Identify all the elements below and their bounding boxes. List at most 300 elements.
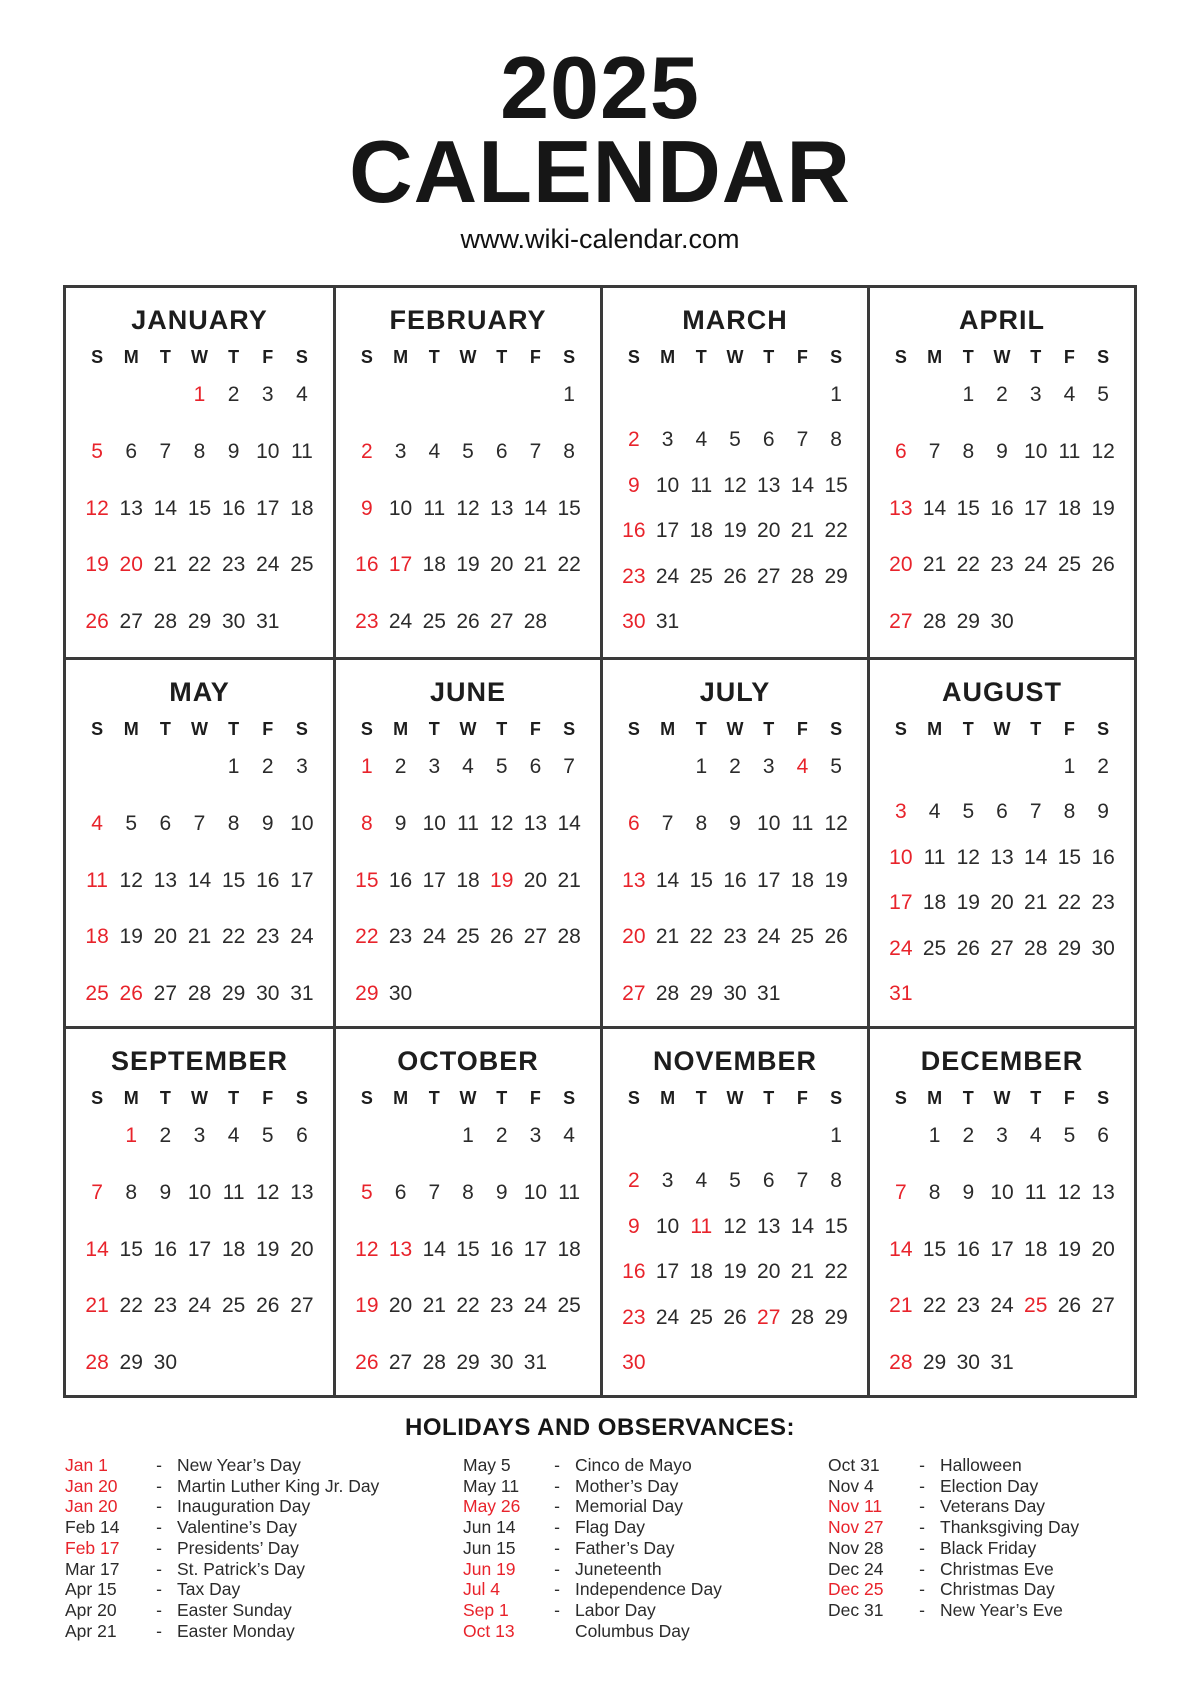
day-cell: 29 (824, 564, 848, 588)
day-cell: 1 (227, 755, 240, 778)
day-cell: 29 (456, 1351, 480, 1374)
day-cell: 25 (422, 610, 446, 633)
calendar-grid (63, 285, 1137, 1398)
day-cell: 19 (1057, 1237, 1082, 1261)
holiday-row (828, 1600, 1200, 1621)
holiday-dash: - (156, 1620, 162, 1641)
day-cell: 11 (1024, 1180, 1047, 1204)
day-cell: 13 (523, 811, 548, 835)
day-cell: 16 (256, 868, 280, 892)
day-cell (350, 380, 384, 410)
weekday-row (80, 344, 319, 370)
day-cell: 21 (523, 553, 548, 577)
day-cell: 28 (790, 1305, 815, 1329)
holiday-row (65, 1455, 463, 1476)
weeks (350, 380, 586, 637)
day-cell: 6 (394, 1180, 407, 1204)
weekday-label: S (563, 719, 576, 739)
day-cell: 12 (723, 473, 747, 497)
day-cell: 10 (990, 1180, 1014, 1204)
holiday-row (828, 1538, 1200, 1559)
weekday-label: S (894, 719, 907, 739)
day-cell: 31 (655, 609, 680, 633)
day-cell: 18 (85, 925, 109, 949)
day-cell (1019, 979, 1053, 1009)
day-cell: 15 (187, 496, 212, 520)
week-row (80, 979, 319, 1009)
week-row (617, 471, 853, 501)
day-cell: 1 (928, 1124, 941, 1147)
day-cell: 15 (824, 1214, 848, 1238)
weeks (617, 380, 853, 637)
holiday-column-1 (65, 1455, 463, 1641)
day-cell: 18 (1024, 1237, 1048, 1261)
holiday-name: Black Friday (940, 1537, 1037, 1558)
weekday-label: T (228, 1088, 240, 1108)
day-cell: 26 (119, 982, 143, 1005)
week-row (617, 1121, 853, 1151)
day-cell (651, 1348, 685, 1378)
day-cell: 2 (394, 755, 407, 778)
holiday-dash: - (156, 1579, 162, 1600)
day-cell: 6 (529, 755, 542, 778)
day-cell: 13 (757, 473, 781, 497)
weekday-label: S (1097, 347, 1110, 367)
week-row (80, 1178, 319, 1208)
holiday-name: Election Day (940, 1475, 1039, 1496)
day-cell: 5 (1097, 383, 1109, 406)
day-cell: 20 (119, 553, 143, 577)
day-cell (819, 1348, 853, 1378)
holiday-dash: - (919, 1558, 925, 1579)
day-cell: 21 (922, 553, 947, 577)
day-cell (451, 380, 485, 410)
day-cell: 28 (523, 610, 548, 633)
holiday-row (65, 1496, 463, 1517)
day-cell: 17 (1024, 496, 1048, 520)
month-february (333, 288, 600, 657)
weekday-label: M (393, 1088, 409, 1108)
day-cell: 29 (1057, 936, 1082, 960)
day-cell (552, 979, 586, 1009)
holiday-date: Dec 25 (828, 1579, 884, 1600)
day-cell: 3 (296, 755, 308, 778)
day-cell: 3 (261, 383, 274, 406)
day-cell: 15 (824, 473, 848, 497)
holidays-section (0, 1414, 1200, 1641)
day-cell: 23 (956, 1294, 980, 1318)
day-cell: 15 (922, 1237, 947, 1261)
day-cell: 17 (990, 1237, 1014, 1261)
day-cell: 17 (889, 891, 913, 915)
week-row (617, 1257, 853, 1287)
holiday-row (65, 1600, 463, 1621)
day-cell (182, 1348, 216, 1378)
day-cell (884, 752, 918, 782)
day-cell: 11 (791, 811, 814, 835)
weekday-label: T (695, 719, 707, 739)
week-row (884, 494, 1120, 524)
holiday-row (65, 1538, 463, 1559)
day-cell: 12 (256, 1180, 280, 1204)
day-cell: 2 (227, 383, 240, 406)
day-cell: 14 (1024, 845, 1048, 869)
weekday-label: M (660, 1088, 676, 1108)
weekday-label: T (1030, 719, 1042, 739)
day-cell: 8 (361, 811, 373, 835)
day-cell: 30 (153, 1351, 178, 1374)
day-cell: 9 (628, 1214, 640, 1238)
day-cell: 11 (291, 439, 313, 463)
weekday-row (80, 1085, 319, 1111)
day-cell (417, 1121, 451, 1151)
weekday-label: T (962, 719, 974, 739)
holiday-date: Mar 17 (65, 1558, 120, 1579)
day-cell: 25 (557, 1294, 581, 1318)
weeks (350, 1121, 586, 1378)
day-cell: 11 (923, 845, 946, 869)
holiday-row (828, 1455, 1200, 1476)
week-row (617, 1348, 853, 1378)
weekday-row (884, 1085, 1120, 1111)
holiday-name: Easter Sunday (177, 1599, 292, 1620)
day-cell: 6 (125, 439, 138, 463)
weekday-label: S (1097, 1088, 1110, 1108)
weekday-label: T (428, 347, 440, 367)
day-cell: 7 (1029, 800, 1042, 824)
day-cell: 17 (187, 1237, 212, 1261)
weekday-row (80, 716, 319, 742)
day-cell: 9 (394, 811, 407, 835)
week-row (350, 380, 586, 410)
week-row (350, 494, 586, 524)
day-cell: 2 (996, 383, 1008, 406)
day-cell (752, 1348, 786, 1378)
day-cell: 11 (86, 868, 108, 892)
weekday-label: S (91, 347, 104, 367)
week-row (617, 922, 853, 952)
day-cell: 27 (990, 936, 1014, 960)
holiday-date: Oct 13 (463, 1620, 515, 1641)
day-cell: 3 (428, 755, 441, 778)
day-cell: 5 (729, 428, 741, 452)
day-cell (684, 1121, 718, 1151)
holiday-dash: - (156, 1558, 162, 1579)
day-cell (819, 979, 853, 1009)
weekday-label: W (726, 719, 744, 739)
week-row (617, 562, 853, 592)
day-cell: 20 (388, 1294, 413, 1318)
day-cell: 28 (1024, 936, 1048, 960)
weekday-label: S (830, 347, 843, 367)
month-june (333, 657, 600, 1026)
weekday-label: W (726, 347, 744, 367)
holiday-date: Jan 20 (65, 1475, 118, 1496)
week-row (884, 843, 1120, 873)
holiday-name: Presidents’ Day (177, 1537, 299, 1558)
day-cell: 19 (824, 868, 848, 892)
day-cell: 21 (422, 1294, 446, 1318)
day-cell: 19 (119, 925, 143, 949)
day-cell: 5 (125, 811, 138, 835)
weekday-label: F (529, 347, 541, 367)
weekday-label: S (563, 347, 576, 367)
day-cell: 1 (830, 383, 842, 406)
day-cell: 26 (1057, 1294, 1082, 1318)
day-cell: 19 (723, 519, 747, 543)
day-cell: 26 (85, 610, 109, 633)
holiday-column-2 (463, 1455, 828, 1641)
holiday-dash: - (919, 1517, 925, 1538)
day-cell: 16 (1091, 845, 1115, 869)
week-row (617, 866, 853, 896)
day-cell: 11 (690, 1214, 713, 1238)
day-cell: 12 (956, 845, 980, 869)
weekday-label: M (123, 719, 139, 739)
day-cell: 23 (622, 564, 646, 588)
day-cell (884, 1121, 918, 1151)
holiday-dash: - (554, 1455, 560, 1475)
holiday-row (463, 1517, 828, 1538)
weekday-label: T (496, 1088, 508, 1108)
day-cell: 27 (757, 564, 781, 588)
day-cell: 23 (1091, 891, 1115, 915)
day-cell: 20 (757, 1260, 781, 1284)
day-cell: 27 (523, 925, 548, 949)
day-cell: 24 (990, 1294, 1014, 1318)
day-cell: 31 (523, 1351, 548, 1374)
day-cell: 12 (119, 868, 143, 892)
day-cell: 14 (422, 1237, 446, 1261)
weekday-label: S (894, 347, 907, 367)
day-cell: 27 (490, 610, 514, 633)
weekday-label: S (830, 719, 843, 739)
weekday-label: M (123, 347, 139, 367)
holiday-date: Jun 15 (463, 1537, 516, 1558)
day-cell: 14 (790, 1214, 815, 1238)
week-row (350, 979, 586, 1009)
holiday-row (463, 1538, 828, 1559)
day-cell: 17 (422, 868, 446, 892)
day-cell: 13 (990, 845, 1014, 869)
day-cell: 8 (830, 1169, 842, 1193)
day-cell: 25 (456, 925, 480, 949)
day-cell: 18 (422, 553, 446, 577)
weekday-label: S (627, 719, 640, 739)
day-cell: 22 (824, 1260, 848, 1284)
day-cell: 2 (628, 428, 640, 452)
day-cell (417, 380, 451, 410)
day-cell: 16 (622, 519, 646, 543)
holiday-dash: - (156, 1599, 162, 1620)
day-cell: 25 (922, 936, 947, 960)
month-title: DECEMBER (920, 1046, 1084, 1076)
day-cell: 19 (956, 891, 980, 915)
day-cell: 18 (221, 1237, 246, 1261)
day-cell: 8 (962, 439, 975, 463)
day-cell (80, 752, 114, 782)
day-cell (114, 752, 148, 782)
day-cell: 5 (91, 439, 103, 463)
day-cell: 11 (457, 811, 479, 835)
day-cell: 27 (119, 610, 143, 633)
week-row (350, 809, 586, 839)
day-cell: 7 (563, 755, 575, 778)
week-row (350, 1291, 586, 1321)
day-cell: 5 (361, 1180, 373, 1204)
day-cell: 2 (1097, 755, 1109, 778)
holiday-date: Jul 4 (463, 1579, 500, 1600)
month-title: OCTOBER (397, 1046, 539, 1076)
day-cell: 10 (889, 845, 913, 869)
week-row (617, 809, 853, 839)
day-cell: 17 (290, 868, 314, 892)
day-cell: 3 (1029, 383, 1042, 406)
day-cell (951, 979, 985, 1009)
weekday-label: W (459, 719, 477, 739)
day-cell: 26 (256, 1294, 280, 1318)
day-cell: 26 (355, 1351, 379, 1374)
month-title: MAY (169, 677, 230, 707)
week-row (80, 607, 319, 637)
day-cell: 14 (153, 496, 178, 520)
day-cell: 22 (689, 925, 713, 949)
day-cell: 24 (655, 1305, 680, 1329)
day-cell: 29 (922, 1351, 947, 1374)
day-cell: 5 (1063, 1124, 1076, 1147)
holiday-date: Feb 17 (65, 1537, 120, 1558)
weekday-label: F (529, 719, 541, 739)
weekday-label: T (228, 719, 240, 739)
day-cell: 3 (193, 1124, 206, 1147)
day-cell: 8 (462, 1180, 474, 1204)
holiday-row (463, 1559, 828, 1580)
day-cell (1086, 607, 1120, 637)
week-row (350, 1235, 586, 1265)
day-cell: 28 (889, 1351, 913, 1374)
holiday-date: Nov 11 (828, 1496, 883, 1517)
day-cell (786, 1121, 820, 1151)
weeks (884, 380, 1120, 637)
day-cell: 12 (85, 496, 109, 520)
day-cell: 21 (557, 868, 581, 892)
day-cell: 6 (996, 800, 1008, 824)
day-cell: 12 (456, 496, 480, 520)
day-cell: 5 (729, 1169, 741, 1193)
holiday-dash: - (919, 1455, 925, 1475)
day-cell: 24 (290, 925, 314, 949)
holiday-column-3 (828, 1455, 1200, 1641)
holiday-name: Independence Day (575, 1579, 722, 1600)
day-cell: 1 (125, 1124, 138, 1147)
weekday-row (884, 344, 1120, 370)
weeks (884, 752, 1120, 1009)
day-cell (552, 1348, 586, 1378)
day-cell: 3 (661, 1169, 674, 1193)
weekday-label: M (927, 719, 943, 739)
day-cell: 24 (889, 936, 913, 960)
day-cell: 13 (490, 496, 514, 520)
day-cell: 2 (361, 439, 373, 463)
weekday-label: S (295, 1088, 308, 1108)
holiday-dash (541, 1621, 573, 1642)
day-cell: 16 (956, 1237, 980, 1261)
day-cell: 11 (222, 1180, 245, 1204)
day-cell: 14 (187, 868, 212, 892)
weekday-row (350, 1085, 586, 1111)
day-cell: 1 (193, 383, 206, 406)
weekday-label: S (563, 1088, 576, 1108)
day-cell: 22 (119, 1294, 143, 1318)
holiday-date: Nov 28 (828, 1537, 884, 1558)
day-cell (384, 380, 418, 410)
week-row (617, 607, 853, 637)
weekday-label: F (1063, 1088, 1075, 1108)
holiday-dash: - (554, 1599, 560, 1620)
day-cell (684, 1348, 718, 1378)
day-cell (1053, 607, 1087, 637)
day-cell: 5 (495, 755, 508, 778)
day-cell: 13 (889, 496, 913, 520)
day-cell (1053, 1348, 1087, 1378)
day-cell: 5 (462, 439, 474, 463)
day-cell: 30 (221, 610, 246, 633)
day-cell: 15 (456, 1237, 480, 1261)
day-cell: 10 (256, 439, 280, 463)
holiday-dash: - (156, 1517, 162, 1538)
holiday-name: Mother’s Day (575, 1475, 679, 1496)
day-cell: 31 (990, 1351, 1014, 1374)
holiday-dash: - (919, 1579, 925, 1600)
weekday-label: M (927, 347, 943, 367)
weekday-label: T (159, 347, 171, 367)
weekday-label: T (763, 719, 775, 739)
week-row (884, 1348, 1120, 1378)
week-row (80, 1348, 319, 1378)
weekday-label: S (360, 1088, 373, 1108)
week-row (80, 1235, 319, 1265)
day-cell (80, 380, 114, 410)
day-cell: 25 (290, 553, 314, 577)
week-row (350, 607, 586, 637)
day-cell: 28 (655, 982, 680, 1005)
day-cell: 1 (1063, 755, 1076, 778)
day-cell: 18 (689, 519, 713, 543)
day-cell: 20 (490, 553, 514, 577)
day-cell: 24 (655, 564, 680, 588)
day-cell: 3 (661, 428, 674, 452)
day-cell: 28 (187, 982, 212, 1005)
day-cell: 22 (922, 1294, 947, 1318)
day-cell: 10 (422, 811, 446, 835)
day-cell: 28 (922, 610, 947, 633)
day-cell (752, 1121, 786, 1151)
holiday-date: Apr 21 (65, 1620, 117, 1641)
day-cell (1019, 1348, 1053, 1378)
day-cell: 25 (689, 564, 713, 588)
day-cell: 3 (529, 1124, 542, 1147)
day-cell: 20 (153, 925, 178, 949)
day-cell: 6 (159, 811, 172, 835)
week-row (80, 866, 319, 896)
day-cell (148, 752, 182, 782)
day-cell (718, 380, 752, 410)
day-cell: 26 (824, 925, 848, 949)
day-cell: 9 (1097, 800, 1109, 824)
holiday-name: Christmas Eve (940, 1558, 1054, 1579)
day-cell: 19 (256, 1237, 280, 1261)
holiday-dash: - (919, 1496, 925, 1517)
